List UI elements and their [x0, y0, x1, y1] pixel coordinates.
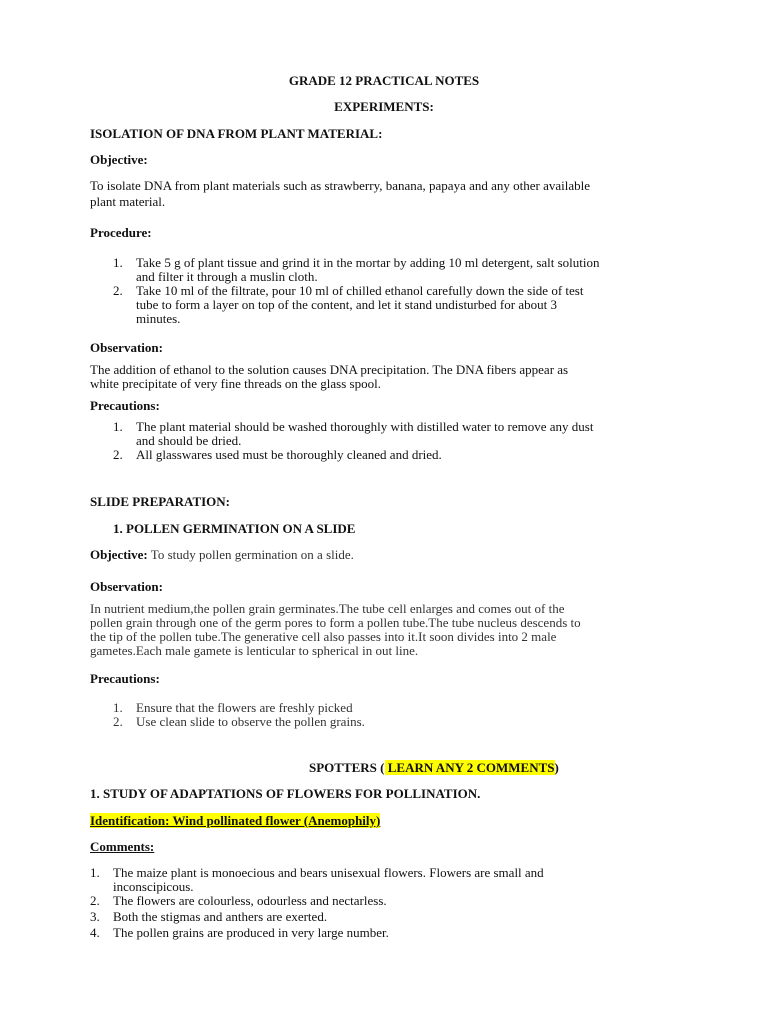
comments-label: Comments: [90, 839, 155, 854]
dna-observation-line: The addition of ethanol to the solution causes DNA precipitation. The DNA fibers appear as [90, 362, 569, 377]
precaution-number: 2. [113, 447, 123, 462]
procedure-step-line: Take 10 ml of the filtrate, pour 10 ml of chilled ethanol carefully down the side of test [136, 283, 584, 298]
precaution-line: The plant material should be washed thoroughly with distilled water to remove any dust [136, 419, 594, 434]
spotters-open-paren: ( [380, 760, 385, 775]
comment-line: Both the stigmas and anthers are exerted. [113, 909, 328, 924]
procedure-step-line: Take 5 g of plant tissue and grind it in the mortar by adding 10 ml detergent, salt solution [136, 255, 600, 270]
procedure-number: 1. [113, 255, 123, 270]
page-title: GRADE 12 PRACTICAL NOTES [288, 73, 480, 88]
dna-precautions-label: Precautions: [90, 398, 160, 413]
comment-line: The pollen grains are produced in very large number. [113, 925, 389, 940]
comment-number: 2. [90, 893, 100, 908]
spotters-heading [309, 760, 559, 775]
precaution-line: Use clean slide to observe the pollen grains. [136, 714, 365, 729]
precaution-line: Ensure that the flowers are freshly picked [136, 700, 353, 715]
spotters-highlight: LEARN ANY 2 COMMENTS [384, 760, 555, 775]
slide-precautions-label: Precautions: [90, 671, 160, 686]
dna-objective-line: To isolate DNA from plant materials such as strawberry, banana, papaya and any other available [90, 178, 591, 193]
experiments-heading: EXPERIMENTS: [334, 99, 434, 114]
slide-observation-line: gametes.Each male gamete is lenticular to spherical in out line. [90, 643, 419, 658]
slide-observation-line: pollen grain through one of the germ pores to form a pollen tube.The tube nucleus descends to [90, 615, 581, 630]
dna-observation-line: white precipitate of very fine threads on the glass spool. [90, 376, 381, 391]
slide-objective [90, 547, 354, 562]
procedure-step-line: and filter it through a muslin cloth. [136, 269, 318, 284]
spotters-label: SPOTTERS [309, 760, 381, 775]
comment-number: 4. [90, 925, 100, 940]
slide-objective-text: To study pollen germination on a slide. [147, 547, 354, 562]
comment-line: The maize plant is monoecious and bears unisexual flowers. Flowers are small and [113, 865, 544, 880]
slide-observation-line: the tip of the pollen tube.The generative cell also passes into it.It soon divides into 2 male [90, 629, 557, 644]
precaution-number: 1. [113, 700, 123, 715]
precaution-number: 2. [113, 714, 123, 729]
dna-objective-line: plant material. [90, 194, 166, 209]
procedure-step-line: tube to form a layer on top of the content, and let it stand undisturbed for about 3 [136, 297, 557, 312]
adaptations-heading: 1. STUDY OF ADAPTATIONS OF FLOWERS FOR POLLINATION. [90, 786, 481, 801]
procedure-number: 2. [113, 283, 123, 298]
slide-section-heading: SLIDE PREPARATION: [90, 494, 231, 509]
precaution-number: 1. [113, 419, 123, 434]
identification-line: Identification: Wind pollinated flower (Anemophily) [90, 813, 381, 828]
procedure-step-line: minutes. [136, 311, 181, 326]
comment-number: 1. [90, 865, 100, 880]
dna-objective-label: Objective: [90, 152, 148, 167]
slide-observation-line: In nutrient medium,the pollen grain germinates.The tube cell enlarges and comes out of the [90, 601, 565, 616]
comment-number: 3. [90, 909, 100, 924]
dna-section-heading: ISOLATION OF DNA FROM PLANT MATERIAL: [90, 126, 383, 141]
precaution-line: All glasswares used must be thoroughly cleaned and dried. [136, 447, 442, 462]
comment-line: The flowers are colourless, odourless and nectarless. [113, 893, 387, 908]
comment-line: inconscipicous. [113, 879, 194, 894]
slide-observation-label: Observation: [90, 579, 163, 594]
pollen-germination-heading: 1. POLLEN GERMINATION ON A SLIDE [113, 521, 356, 536]
spotters-close-paren: ) [554, 760, 559, 775]
precaution-line: and should be dried. [136, 433, 242, 448]
slide-objective-label: Objective: [90, 547, 148, 562]
dna-observation-label: Observation: [90, 340, 163, 355]
dna-procedure-label: Procedure: [90, 225, 152, 240]
